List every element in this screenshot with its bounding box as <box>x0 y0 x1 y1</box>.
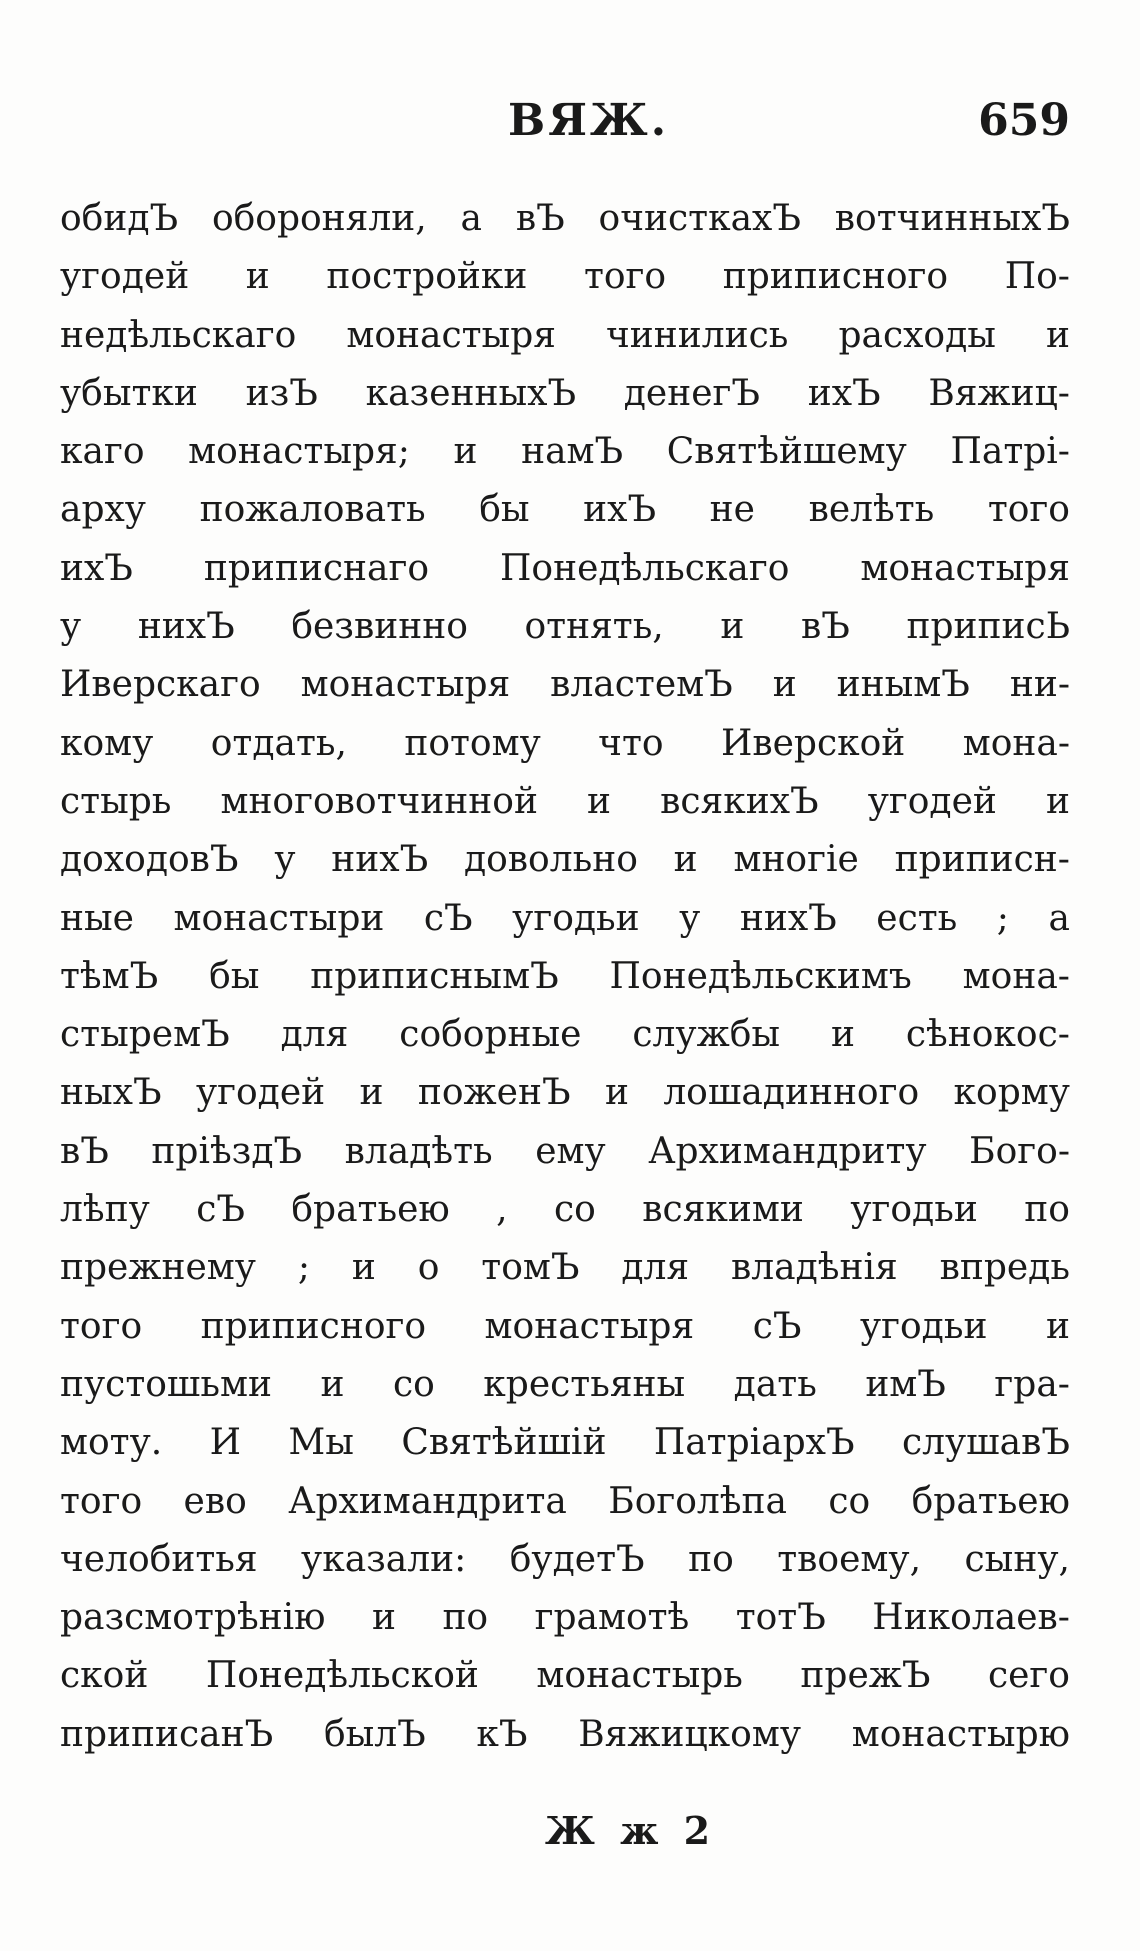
word: и <box>1045 314 1070 356</box>
running-title: ВЯЖ. <box>508 95 670 146</box>
word: пустошьми <box>60 1363 272 1405</box>
word: и <box>587 780 612 822</box>
word: каго <box>60 431 145 473</box>
word: и <box>604 1072 629 1114</box>
word: пріѣздЪ <box>151 1130 303 1172</box>
text-line <box>60 1247 1070 1305</box>
word: монастыря <box>300 664 511 706</box>
word: разсмотрѣнію <box>60 1597 326 1639</box>
word: очисткахЪ <box>598 198 801 239</box>
word: властемЪ <box>550 664 733 706</box>
word: отдать, <box>210 722 347 764</box>
word: Бого- <box>969 1130 1070 1172</box>
word: нихЪ <box>137 606 235 648</box>
word: по <box>1024 1189 1070 1231</box>
word: службы <box>632 1014 781 1056</box>
text-line <box>60 1189 1070 1247</box>
word: братьею <box>911 1480 1070 1522</box>
text-line <box>60 489 1070 547</box>
word: владѣть <box>344 1130 493 1172</box>
word: сѣнокос- <box>905 1014 1070 1056</box>
word: мона- <box>962 955 1070 997</box>
word: приписнымЪ <box>310 955 559 997</box>
word: ской <box>60 1655 149 1697</box>
word: бы <box>209 955 260 997</box>
text-line <box>60 315 1070 373</box>
word: а <box>1048 897 1070 939</box>
word: приписного <box>200 1305 427 1347</box>
word: и <box>453 431 478 473</box>
word: томЪ <box>481 1247 580 1289</box>
word: у <box>274 839 296 881</box>
text-line <box>60 1539 1070 1597</box>
word: сыну, <box>964 1538 1070 1580</box>
running-head <box>60 95 1070 155</box>
text-line <box>60 1422 1070 1480</box>
word: чинились <box>606 314 789 356</box>
word: По- <box>1004 256 1070 298</box>
word: угодей <box>60 256 190 298</box>
text-line <box>60 781 1070 839</box>
word: будетЪ <box>509 1538 645 1580</box>
word: того <box>987 489 1070 531</box>
word: того <box>60 1305 143 1347</box>
word: приписнаго <box>203 547 430 589</box>
word: приписн- <box>894 839 1070 881</box>
word: Иверской <box>720 722 906 764</box>
text-line <box>60 723 1070 781</box>
word: былЪ <box>323 1713 426 1755</box>
word: потому <box>404 722 541 764</box>
word: обидЪ <box>60 198 179 239</box>
word: доходовЪ <box>60 839 239 881</box>
word: нихЪ <box>739 897 837 939</box>
word: ные <box>60 897 134 939</box>
word: вЪ <box>60 1130 109 1172</box>
word: Архимандриту <box>648 1130 927 1172</box>
text-line <box>60 1655 1070 1713</box>
word: а <box>460 198 482 239</box>
word: кому <box>60 722 154 764</box>
word: Патрі- <box>950 431 1070 473</box>
word: монастыря <box>346 314 556 356</box>
word: вЪ <box>801 606 850 648</box>
word: отнять, <box>524 606 664 648</box>
word: И <box>209 1422 242 1464</box>
word: арху <box>60 489 146 531</box>
word: братьею <box>291 1189 450 1231</box>
word: ихЪ <box>807 372 881 414</box>
word: ныхЪ <box>60 1072 162 1114</box>
text-line <box>60 1072 1070 1130</box>
word: монастырь <box>536 1655 743 1697</box>
text-line <box>60 198 1070 256</box>
word: и <box>1045 780 1070 822</box>
signature-mark: Ж ж 2 <box>545 1808 717 1853</box>
text-line <box>60 839 1070 897</box>
word: поженЪ <box>417 1072 571 1114</box>
text-line <box>60 1364 1070 1422</box>
word: Архимандрита <box>288 1480 567 1522</box>
word: лѣпу <box>60 1189 150 1231</box>
body-text <box>60 198 1070 1772</box>
word: того <box>583 256 667 298</box>
word: со <box>828 1480 871 1522</box>
word: указали: <box>301 1538 467 1580</box>
word: ПатріархЪ <box>653 1422 855 1464</box>
word: многіе <box>733 839 859 881</box>
word: стыремЪ <box>60 1014 230 1056</box>
word: не <box>709 489 755 531</box>
text-line <box>60 898 1070 956</box>
word: приписанЪ <box>60 1713 274 1755</box>
text-line <box>60 373 1070 431</box>
text-line <box>60 256 1070 314</box>
word: и <box>772 664 797 706</box>
word: недѣльскаго <box>60 314 297 356</box>
word: твоему, <box>777 1538 922 1580</box>
text-line <box>60 956 1070 1014</box>
word: Святѣйшій <box>401 1422 607 1464</box>
word: кЪ <box>476 1713 528 1755</box>
word: соборные <box>399 1014 582 1056</box>
word: лошадинного <box>663 1072 920 1114</box>
word: имЪ <box>865 1363 946 1405</box>
word: ; <box>297 1247 310 1289</box>
word: намЪ <box>521 431 624 473</box>
text-line <box>60 431 1070 489</box>
word: и <box>351 1247 376 1289</box>
word: монастырю <box>851 1713 1070 1755</box>
word: всякими <box>642 1189 804 1231</box>
word: стырь <box>60 780 172 822</box>
word: бы <box>479 489 530 531</box>
word: гра- <box>994 1363 1070 1405</box>
word: многовотчинной <box>220 780 538 822</box>
word: Николаев- <box>872 1597 1070 1639</box>
word: монастыри <box>173 897 385 939</box>
word: о <box>417 1247 440 1289</box>
word: сЪ <box>752 1305 802 1347</box>
word: приписЬ <box>906 606 1070 648</box>
word: и <box>1045 1305 1070 1347</box>
word: вотчинныхЪ <box>834 198 1070 239</box>
word: ; <box>996 897 1009 939</box>
text-line <box>60 1597 1070 1655</box>
word: угодьи <box>512 897 640 939</box>
word: Иверскаго <box>60 664 261 706</box>
text-line <box>60 1014 1070 1072</box>
word: монастыря; <box>188 431 410 473</box>
word: вЪ <box>515 198 565 239</box>
word: грамотѣ <box>534 1597 690 1639</box>
text-line <box>60 1481 1070 1539</box>
word: Вяжиц- <box>928 372 1070 414</box>
word: прежнему <box>60 1247 256 1289</box>
word: нихЪ <box>331 839 429 881</box>
word: ихЪ <box>583 489 657 531</box>
word: ни- <box>1009 664 1070 706</box>
word: и <box>245 256 270 298</box>
word: расходы <box>838 314 996 356</box>
word: обороняли, <box>211 198 427 239</box>
word: Боголѣпа <box>608 1480 787 1522</box>
word: тотЪ <box>735 1597 826 1639</box>
word: со <box>392 1363 435 1405</box>
text-line <box>60 1714 1070 1772</box>
word: и <box>320 1363 345 1405</box>
word: казенныхЪ <box>365 372 577 414</box>
word: пожаловать <box>199 489 426 531</box>
word: сЪ <box>423 897 473 939</box>
word: угодьи <box>850 1189 978 1231</box>
word: и <box>359 1072 384 1114</box>
word: есть <box>876 897 958 939</box>
word: впредь <box>939 1247 1070 1289</box>
text-line <box>60 606 1070 664</box>
text-line <box>60 664 1070 722</box>
word: по <box>688 1538 734 1580</box>
word: сего <box>987 1655 1070 1697</box>
text-line <box>60 548 1070 606</box>
word: для <box>280 1014 349 1056</box>
word: ему <box>535 1130 606 1172</box>
word: слушавЪ <box>901 1422 1070 1464</box>
text-line <box>60 1306 1070 1364</box>
word: сЪ <box>196 1189 245 1231</box>
word: у <box>679 897 701 939</box>
word: крестьяны <box>483 1363 686 1405</box>
word: и <box>371 1597 396 1639</box>
word: Понедѣльскимъ <box>609 955 912 997</box>
word: тѣмЪ <box>60 955 159 997</box>
word: монастыря <box>860 547 1070 589</box>
word: угодей <box>195 1072 326 1114</box>
word: убытки <box>60 372 198 414</box>
word: со <box>554 1189 596 1231</box>
word: инымЪ <box>836 664 970 706</box>
word: ево <box>183 1480 247 1522</box>
word: прежЪ <box>800 1655 931 1697</box>
word: всякихЪ <box>660 780 819 822</box>
word: по <box>442 1597 489 1639</box>
word: у <box>60 606 82 648</box>
word: изЪ <box>245 372 318 414</box>
word: постройки <box>326 256 528 298</box>
word: угодьи <box>859 1305 988 1347</box>
word: безвинно <box>291 606 468 648</box>
word: того <box>60 1480 143 1522</box>
word: и <box>673 839 698 881</box>
page-number: 659 <box>978 95 1070 146</box>
word: Понедѣльскаго <box>500 547 790 589</box>
word: и <box>830 1014 855 1056</box>
word: угодей <box>867 780 997 822</box>
word: Понедѣльской <box>205 1655 479 1697</box>
word: приписного <box>722 256 949 298</box>
text-line <box>60 1131 1070 1189</box>
word: корму <box>953 1072 1070 1114</box>
word: велѣть <box>808 489 935 531</box>
word: владѣнія <box>730 1247 898 1289</box>
word: довольно <box>463 839 638 881</box>
word: , <box>496 1189 508 1231</box>
word: моту. <box>60 1422 163 1464</box>
word: монастыря <box>484 1305 695 1347</box>
word: что <box>598 722 664 764</box>
word: Вяжицкому <box>578 1713 802 1755</box>
word: мона- <box>962 722 1070 764</box>
word: для <box>621 1247 690 1289</box>
word: и <box>720 606 745 648</box>
word: Мы <box>288 1422 354 1464</box>
word: ихЪ <box>60 547 133 589</box>
word: дать <box>733 1363 817 1405</box>
word: челобитья <box>60 1538 258 1580</box>
word: Святѣйшему <box>666 431 907 473</box>
word: денегЪ <box>623 372 760 414</box>
